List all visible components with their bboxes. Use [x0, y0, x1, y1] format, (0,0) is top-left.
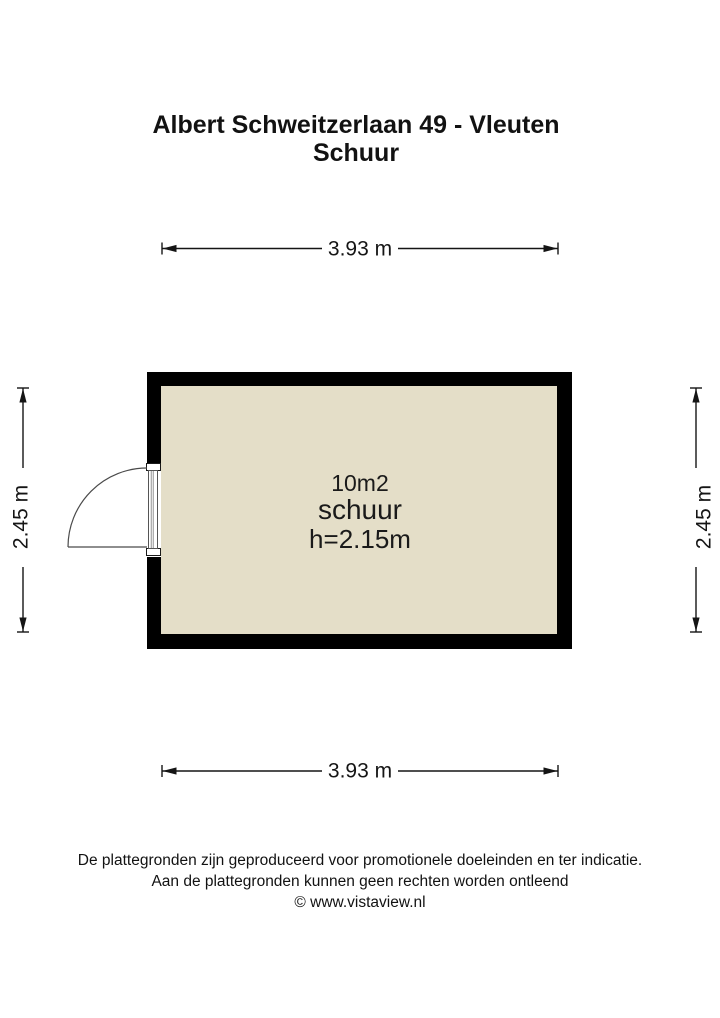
- arrowhead-right-bottom: [692, 618, 699, 632]
- title-floor-name: Schuur: [312, 139, 400, 167]
- dimension-label-right: 2.45 m: [694, 481, 715, 553]
- arrowhead-bottom-right: [544, 767, 558, 774]
- arrowhead-bottom-left: [163, 767, 177, 774]
- dimension-label-left: 2.45 m: [11, 481, 32, 553]
- arrowhead-top-right: [544, 245, 558, 252]
- room-area-label: 10m2: [331, 470, 389, 496]
- arrowhead-right-top: [692, 389, 699, 403]
- door-frame-top: [147, 464, 161, 471]
- dimension-label-bottom: 3.93 m: [324, 761, 396, 782]
- dimension-label-top: 3.93 m: [324, 239, 396, 260]
- disclaimer: [0, 850, 720, 913]
- arrowhead-top-left: [163, 245, 177, 252]
- disclaimer-line-1: De plattegronden zijn geproduceerd voor promotionele doeleinden en ter indicatie.: [77, 852, 643, 869]
- room-name-label: schuur: [317, 494, 403, 525]
- door-swing-arc: [68, 468, 147, 547]
- arrowhead-left-bottom: [19, 618, 26, 632]
- room-label-group: [161, 471, 559, 555]
- title-address: Albert Schweitzerlaan 49 - Vleuten: [152, 111, 560, 139]
- arrowhead-left-top: [19, 389, 26, 403]
- door-frame-bottom: [147, 549, 161, 556]
- copyright-line: © www.vistaview.nl: [294, 894, 426, 911]
- disclaimer-line-2: Aan de plattegronden kunnen geen rechten worden ontleend: [151, 873, 569, 890]
- room-height-label: h=2.15m: [309, 524, 411, 554]
